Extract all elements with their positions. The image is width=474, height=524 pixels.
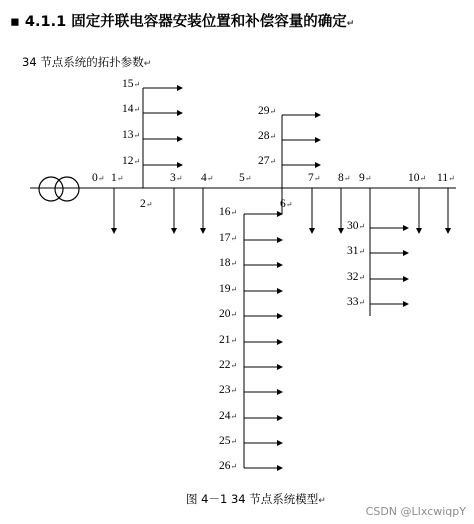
paragraph-mark-icon: ↵ [175,174,183,183]
node-label-22: 22↵ [219,359,238,371]
paragraph-mark-icon: ↵ [358,222,366,231]
load-arrow-right [177,136,183,142]
node-label-32: 32↵ [347,271,366,283]
paragraph-mark-icon: ↵ [97,174,105,183]
paragraph-mark-icon: ↵ [313,174,321,183]
transformer-winding-right [55,177,79,201]
paragraph-mark-icon: ↵ [343,174,351,183]
paragraph-mark-icon: ↵ [230,412,238,421]
node-label-7: 7↵ [308,172,321,184]
paragraph-mark-icon: ↵ [285,200,293,209]
paragraph-mark-icon: ↵ [230,234,238,243]
node-label-16: 16↵ [219,206,238,218]
node-label-31: 31↵ [347,245,366,257]
node-label-15: 15↵ [122,78,141,90]
paragraph-mark-icon: ↵ [230,437,238,446]
paragraph-mark-icon: ↵ [230,336,238,345]
node-label-3: 3↵ [170,172,183,184]
figure-caption [186,491,326,507]
load-arrow-right [403,225,409,231]
load-arrow-right [177,162,183,168]
load-arrow-right [277,339,283,345]
heading-bullet: ▪ [10,14,20,30]
node-label-13: 13↵ [122,129,141,141]
paragraph-mark-icon: ↵ [133,157,141,166]
load-arrow-down [200,228,206,234]
node-label-9: 9↵ [359,172,372,184]
node-label-11: 11↵ [437,172,455,184]
paragraph-mark-icon: ↵ [133,80,141,89]
node-label-29: 29↵ [258,105,277,117]
node-label-21: 21↵ [219,334,238,346]
paragraph-mark-icon: ↵ [145,200,153,209]
paragraph-mark-icon: ↵ [230,361,238,370]
load-arrow-right [277,237,283,243]
node-label-8: 8↵ [338,172,351,184]
node-label-18: 18↵ [219,257,238,269]
load-arrow-right [403,276,409,282]
load-arrow-right [177,85,183,91]
paragraph-mark-icon: ↵ [448,174,455,183]
node-label-10: 10↵ [408,172,427,184]
paragraph-mark-icon: ↵ [230,285,238,294]
watermark: CSDN @LIxcwiqpY [365,505,466,518]
paragraph-mark-icon: ↵ [230,259,238,268]
paragraph-mark-icon: ↵ [269,132,277,141]
load-arrow-right [277,440,283,446]
load-arrow-down [445,228,451,234]
paragraph-mark-icon: ↵ [358,298,366,307]
load-arrow-right [403,301,409,307]
node-label-33: 33↵ [347,296,366,308]
load-arrow-right [277,364,283,370]
node-label-30: 30↵ [347,220,366,232]
node-label-1: 1↵ [111,172,124,184]
paragraph-mark-icon: ↵ [318,496,326,506]
node-label-0: 0↵ [92,172,105,184]
load-arrow-right [403,250,409,256]
load-arrow-right [277,288,283,294]
paragraph-mark-icon: ↵ [230,208,238,217]
paragraph-mark-icon: ↵ [230,386,238,395]
paragraph-mark-icon: ↵ [346,19,355,29]
node-label-23: 23↵ [219,384,238,396]
transformer-winding-left [39,177,63,201]
node-label-26: 26↵ [219,460,238,472]
paragraph-mark-icon: ↵ [116,174,124,183]
load-arrow-right [315,162,321,168]
paragraph-mark-icon: ↵ [206,174,214,183]
heading-number: 4.1.1 [24,14,67,30]
load-arrow-right [277,262,283,268]
node-label-25: 25↵ [219,435,238,447]
paragraph-mark-icon: ↵ [358,273,366,282]
paragraph-mark-icon: ↵ [133,131,141,140]
paragraph-mark-icon: ↵ [230,310,238,319]
paragraph-mark-icon: ↵ [269,157,277,166]
load-arrow-right [177,110,183,116]
paragraph-mark-icon: ↵ [419,174,427,183]
paragraph-mark-icon: ↵ [133,105,141,114]
load-arrow-right [277,415,283,421]
load-arrow-down [338,228,344,234]
subtitle-text: 34 节点系统的拓扑参数 [22,55,144,69]
node-label-5: 5↵ [239,172,252,184]
node-label-19: 19↵ [219,283,238,295]
node-label-27: 27↵ [258,155,277,167]
load-arrow-right [277,313,283,319]
paragraph-mark-icon: ↵ [364,174,372,183]
node-label-28: 28↵ [258,130,277,142]
node-label-17: 17↵ [219,232,238,244]
paragraph-mark-icon: ↵ [230,462,238,471]
load-arrow-right [277,389,283,395]
node-label-24: 24↵ [219,410,238,422]
node-label-2: 2↵ [140,198,153,210]
load-arrow-down [111,228,117,234]
node-label-6: 6↵ [280,198,293,210]
paragraph-mark-icon: ↵ [143,59,152,69]
node-label-12: 12↵ [122,155,141,167]
load-arrow-down [171,228,177,234]
load-arrow-right [277,465,283,471]
node-label-4: 4↵ [201,172,214,184]
heading-text: 固定并联电容器安装位置和补偿容量的确定 [71,14,347,30]
load-arrow-down [416,228,422,234]
node-label-20: 20↵ [219,308,238,320]
paragraph-mark-icon: ↵ [269,107,277,116]
paragraph-mark-icon: ↵ [358,247,366,256]
load-arrow-down [309,228,315,234]
caption-text: 图 4－1 34 节点系统模型 [186,492,319,506]
load-arrow-right [315,112,321,118]
paragraph-mark-icon: ↵ [244,174,252,183]
node-label-14: 14↵ [122,103,141,115]
load-arrow-right [315,137,321,143]
